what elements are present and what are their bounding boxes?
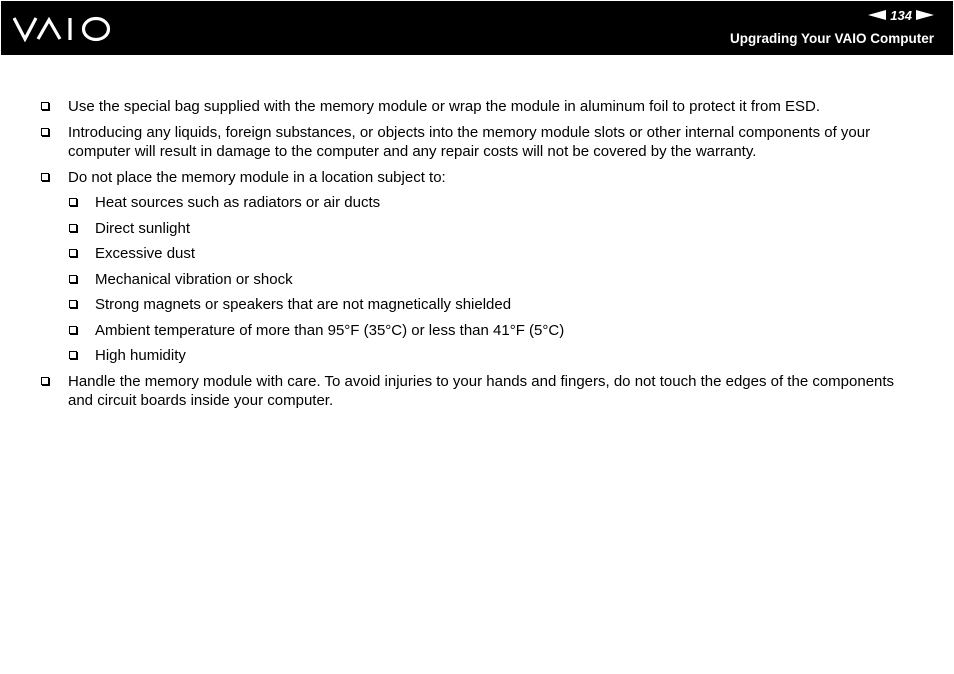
sub-list-item xyxy=(68,321,920,341)
page-header xyxy=(1,1,953,55)
previous-page-icon[interactable] xyxy=(868,10,886,20)
sub-list-item xyxy=(68,346,920,366)
sub-list-item xyxy=(68,295,920,315)
main-content xyxy=(40,97,920,417)
checkbox-bullet-icon xyxy=(41,128,49,136)
page-number: 134 xyxy=(890,7,912,23)
checkbox-bullet-icon xyxy=(69,351,77,359)
sub-list-item-text: Heat sources such as radiators or air ducts xyxy=(95,194,381,211)
sub-list-item xyxy=(68,270,920,290)
checkbox-bullet-icon xyxy=(69,326,77,334)
list-item-text: Do not place the memory module in a location subject to: xyxy=(68,168,446,186)
sub-list-item-text: Direct sunlight xyxy=(95,219,191,237)
checkbox-bullet-icon xyxy=(69,249,77,257)
section-title: Upgrading Your VAIO Computer xyxy=(729,31,934,46)
checkbox-bullet-icon xyxy=(69,300,77,308)
checkbox-bullet-icon xyxy=(69,224,77,232)
checkbox-bullet-icon xyxy=(69,275,77,283)
precautions-list xyxy=(40,97,920,411)
page-navigation xyxy=(868,7,934,23)
list-item-text: Use the special bag supplied with the memory module or wrap the module in aluminum foil to protect it from ESD. xyxy=(68,98,821,115)
vaio-logo xyxy=(13,15,121,42)
checkbox-bullet-icon xyxy=(69,198,77,206)
list-item-text: Handle the memory module with care. To avoid injuries to your hands and fingers, do not touch the edges of the components and circuit boards inside your computer. xyxy=(68,372,895,409)
location-conditions-list xyxy=(68,193,920,366)
checkbox-bullet-icon xyxy=(41,102,49,110)
sub-list-item-text: Mechanical vibration or shock xyxy=(95,270,293,288)
checkbox-bullet-icon xyxy=(41,173,49,181)
sub-list-item-text: Strong magnets or speakers that are not magnetically shielded xyxy=(95,296,512,313)
checkbox-bullet-icon xyxy=(41,377,49,385)
list-item xyxy=(40,168,920,366)
sub-list-item xyxy=(68,193,920,213)
sub-list-item-text: Ambient temperature of more than 95°F (35°C) or less than 41°F (5°C) xyxy=(95,321,565,339)
list-item xyxy=(40,372,920,411)
sub-list-item-text: Excessive dust xyxy=(95,245,196,262)
list-item-text: Introducing any liquids, foreign substances, or objects into the memory module slots or other internal components of your computer will result in damage to the computer and any repair costs will not be covered by the warranty. xyxy=(68,123,871,160)
list-item xyxy=(40,123,920,162)
next-page-icon[interactable] xyxy=(916,10,934,20)
sub-list-item xyxy=(68,244,920,264)
sub-list-item-text: High humidity xyxy=(95,347,186,364)
sub-list-item xyxy=(68,219,920,239)
list-item xyxy=(40,97,920,117)
